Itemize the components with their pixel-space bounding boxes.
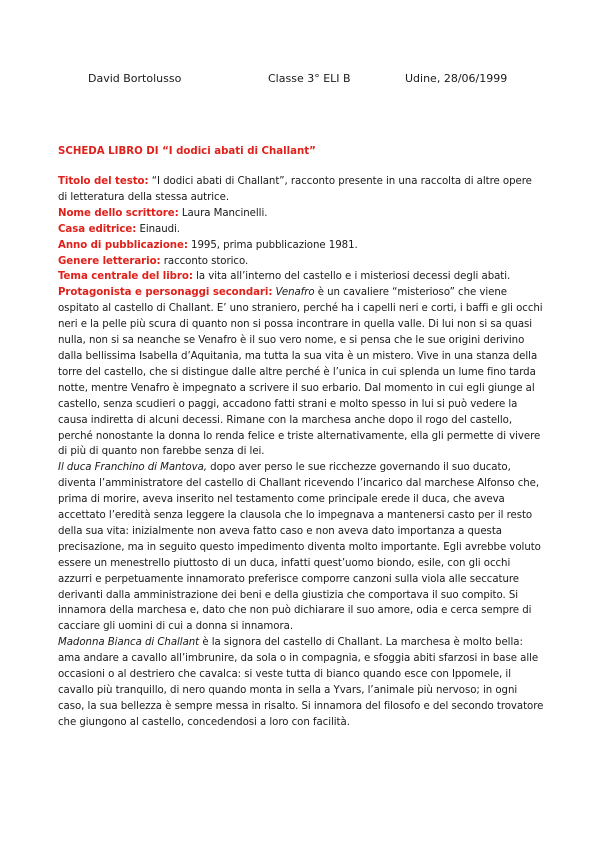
field-editrice bbox=[58, 222, 544, 238]
character-name: Il duca Franchino di Mantova, bbox=[58, 462, 207, 474]
field-value: 1995, prima pubblicazione 1981. bbox=[187, 239, 358, 251]
author-name: David Bortolusso bbox=[88, 72, 182, 85]
field-titolo bbox=[58, 174, 544, 206]
field-scrittore bbox=[58, 206, 544, 222]
field-value: “I dodici abati di Challant”, racconto presente in una raccolta di altre opere di letteratura della stessa autrice. bbox=[58, 176, 532, 203]
field-label: Nome dello scrittore: bbox=[58, 207, 179, 219]
character-venafro bbox=[58, 285, 544, 460]
character-description: è la signora del castello di Challant. La marchesa è molto bella: ama andare a cavallo all’imbrunire, da sola o in compagnia, e sfoggia abiti sfarzosi in base alle occasioni o al destriero che cavalca: si veste tutta di bianco quando esce con Ippomele, il cavallo più tranquillo, di nero quando monta in sella a Yvars, l’animale più nervoso; in ogni caso, la sua bellezza è sempre messa in risalto. Si innamora del filosofo e del secondo trovatore che giungono al castello, concedendosi a loro con facilità. bbox=[58, 637, 544, 728]
field-label: Anno di pubblicazione: bbox=[58, 239, 188, 251]
field-value: la vita all’interno del castello e i misteriosi decessi degli abati. bbox=[192, 271, 511, 283]
field-anno bbox=[58, 238, 544, 254]
field-value: racconto storico. bbox=[160, 255, 249, 267]
field-value: Einaudi. bbox=[136, 223, 180, 235]
place-date: Udine, 28/06/1999 bbox=[405, 72, 508, 85]
character-description: è un cavaliere “misterioso” che viene ospitato al castello di Challant. E’ uno straniero, perché ha i capelli neri e corti, i baffi e gli occhi neri e la pelle più scura di quanto non si possa incontrare in quella valle. Di lui non si sa quasi nulla, non si sa neanche se Venafro è il suo vero nome, e si pensa che le sue origini derivino dalla bellissima Isabella d’Aquitania, ma tutta la sua vita è un mistero. Vive in una stanza della torre del castello, che si distingue dalle altre perché è l’unica in cui splenda un lume fino tarda notte, mentre Venafro è impegnato a scrivere il suo erbario. Dal momento in cui egli giunge al castello, senza scudieri o paggi, accadono fatti strani e molto spesso in lui si può vedere la causa indiretta di alcuni decessi. Rimane con la marchesa anche dopo il rogo del castello, perché nonostante la donna lo renda felice e triste alternativamente, ella gli permette di vivere di più di quanto non farebbe senza di lei. bbox=[58, 287, 543, 458]
character-description: dopo aver perso le sue ricchezze governando il suo ducato, diventa l’amministratore del castello di Challant ricevendo l’incarico dal marchese Alfonso che, prima di morire, aveva inserito nel testamento come principale erede il duca, che aveva accettato l’eredità senza leggere la clausola che lo impegnava a mantenersi casto per il resto della sua vita: inizialmente non aveva fatto caso e non aveva dato importanza a questa precisazione, ma in seguito questo impedimento diventa molto importante. Egli avrebbe voluto essere un menestrello piuttosto di un duca, infatti quest’uomo biondo, esile, con gli occhi azzurri e perpetuamente innamorato preferisce comporre canzoni sulla viola alle seccature derivanti dalla amministrazione dei beni e della giustizia che comportava il suo compito. Si innamora della marchesa e, dato che non può dichiarare il suo amore, odia e cerca sempre di cacciare gli uomini di cui a donna si innamora. bbox=[58, 462, 541, 633]
field-value: Laura Mancinelli. bbox=[178, 207, 268, 219]
character-duca bbox=[58, 460, 544, 635]
class-name: Classe 3° ELI B bbox=[268, 72, 351, 85]
characters-label: Protagonista e personaggi secondari: bbox=[58, 287, 273, 299]
field-tema bbox=[58, 269, 544, 285]
document-header bbox=[0, 71, 596, 87]
document-title: SCHEDA LIBRO DI “I dodici abati di Challant” bbox=[58, 146, 316, 157]
book-report-body bbox=[58, 174, 544, 731]
character-name: Venafro bbox=[275, 287, 315, 299]
character-name: Madonna Bianca di Challant bbox=[58, 637, 200, 649]
field-label: Casa editrice: bbox=[58, 223, 137, 235]
field-genere bbox=[58, 254, 544, 270]
character-bianca bbox=[58, 635, 544, 730]
field-label: Tema centrale del libro: bbox=[58, 271, 193, 283]
field-label: Genere letterario: bbox=[58, 255, 161, 267]
field-label: Titolo del testo: bbox=[58, 176, 149, 187]
